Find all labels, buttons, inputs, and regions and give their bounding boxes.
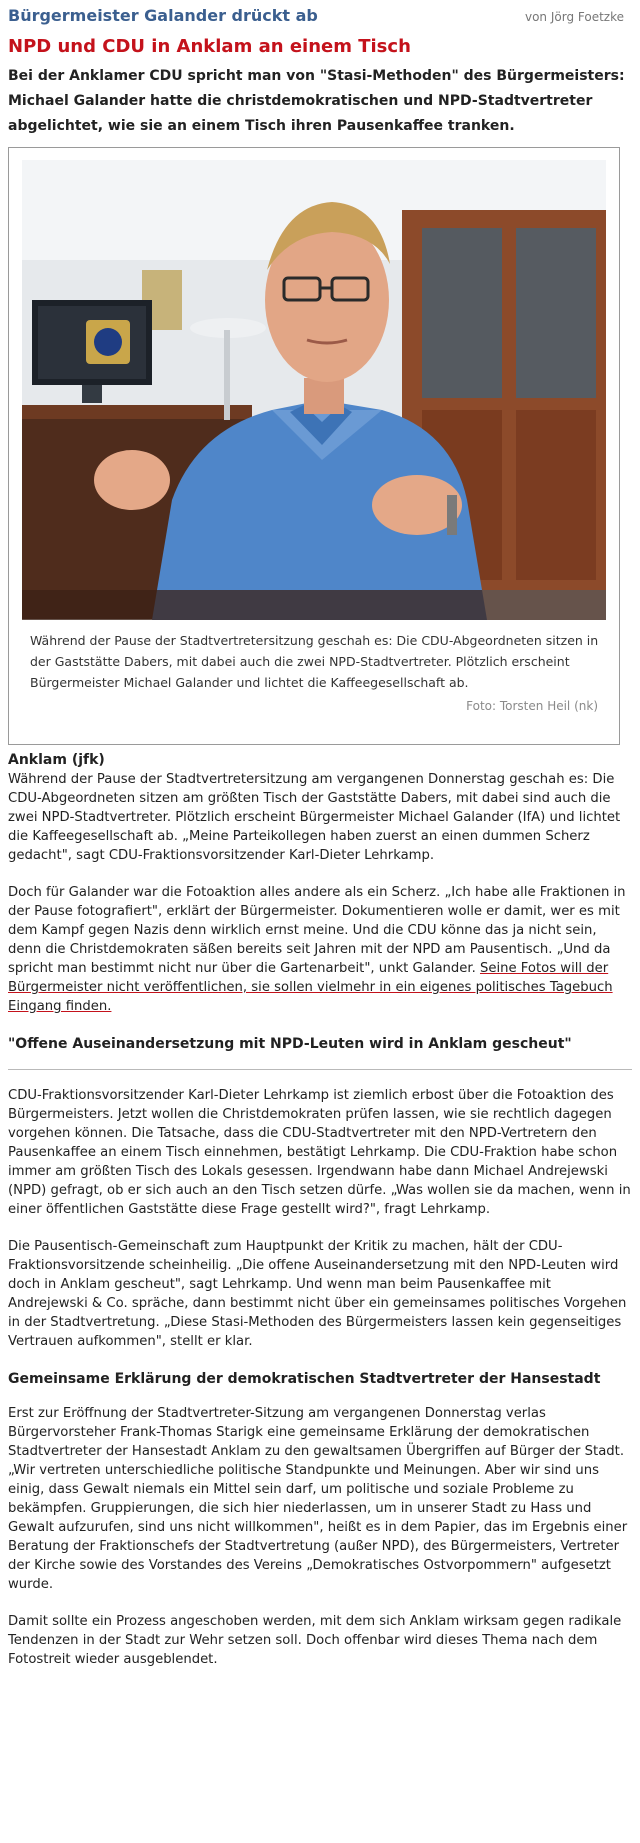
subheading-1: "Offene Auseinandersetzung mit NPD-Leuten wird in Anklam gescheut" bbox=[8, 1036, 572, 1052]
paragraph-4: Die Pausentisch-Gemeinschaft zum Hauptpunkt der Kritik zu machen, hält der CDU-Fraktionsvorsitzende scheinheilig. „Die offene Auseinandersetzung mit den NPD-Leuten wird doch in Anklam gescheut", sagt Lehrkamp. Und wenn man beim Pausenkaffee mit Andrejewski & Co. spräche, dann bestimmt nicht über ein gemeinsames politisches Vorgehen in der Stadtvertretung. „Diese Stasi-Methoden des Bürgermeisters lassen kein gegenseitiges Vertrauen aufkommen", stellt er klar. bbox=[8, 1239, 627, 1349]
byline: von Jörg Foetzke bbox=[524, 10, 624, 24]
lead-paragraph: Bei der Anklamer CDU spricht man von "Stasi-Methoden" des Bürgermeisters: Michael Galander hatte die christdemokratischen und NPD-Stadtvertreter abgelichtet, wie sie an einem Tisch ihren Pausenkaffee tranken. bbox=[8, 68, 625, 134]
kicker: Bürgermeister Galander drückt ab bbox=[8, 6, 318, 25]
paragraph-3: CDU-Fraktionsvorsitzender Karl-Dieter Lehrkamp ist ziemlich erbost über die Fotoaktion des Bürgermeisters. Jetzt wollen die Christdemokraten prüfen lassen, wie sie rechtlich dagegen vorgehen können. Die Tatsache, dass die CDU-Stadtvertreter mit den NPD-Vertretern den Pausenkaffee an einem Tisch einnehmen, bestätigt Lehrkamp. Die CDU-Fraktion habe schon immer am größten Tisch des Lokals gesessen. Irgendwann habe dann Michael Andrejewski (NPD) gefragt, ob er sich auch an den Tisch setzen dürfe. „Was wollen sie da machen, wenn in einer öffentlichen Gaststätte diese Frage gestellt wird?", fragt Lehrkamp. bbox=[8, 1088, 631, 1217]
subheading-2: Gemeinsame Erklärung der demokratischen Stadtvertreter der Hansestadt bbox=[8, 1371, 601, 1387]
paragraph-1: Während der Pause der Stadtvertretersitzung am vergangenen Donnerstag geschah es: Die CDU-Abgeordneten sitzen am größten Tisch der Gaststätte Dabers, mit dabei sind auch die zwei NPD-Stadtvertreter. Plötzlich erscheint Bürgermeister Michael Galander (IfA) und lichtet die Kaffeegesellschaft ab. „Meine Parteikollegen haben zuerst an einen dummen Scherz gedacht", sagt CDU-Fraktionsvorsitzender Karl-Dieter Lehrkamp. bbox=[8, 772, 621, 863]
paragraph-2-text: Doch für Galander war die Fotoaktion alles andere als ein Scherz. „Ich habe alle Fraktionen in der Pause fotografiert", erklärt der Bürgermeister. Dokumentieren wolle er damit, wer es mit dem Kampf gegen Nazis denn wirklich ernst meine. Und die CDU könne das ja nicht sein, denn die Christdemokraten säßen bereits seit Jahren mit der NPD am Pausentisch. „Und da spricht man bestimmt nicht nur über die Gartenarbeit", unkt Galander. bbox=[8, 885, 626, 976]
dateline: Anklam (jfk) bbox=[8, 752, 105, 768]
article-body bbox=[8, 751, 632, 1016]
paragraph-6: Damit sollte ein Prozess angeschoben werden, mit dem sich Anklam wirksam gegen radikale Tendenzen in der Stadt zur Wehr setzen soll. Doch offenbar wird dieses Thema nach dem Fotostreit wieder ausgeblendet. bbox=[8, 1614, 622, 1667]
photo-caption: Während der Pause der Stadtvertretersitzung geschah es: Die CDU-Abgeordneten sitzen in der Gaststätte Dabers, mit dabei auch die zwei NPD-Stadtvertreter. Plötzlich erscheint Bürgermeister Michael Galander und lichtet die Kaffeegesellschaft ab. bbox=[30, 633, 599, 690]
paragraph-5: Erst zur Eröffnung der Stadtvertreter-Sitzung am vergangenen Donnerstag verlas Bürgervorsteher Frank-Thomas Starigk eine gemeinsame Erklärung der demokratischen Stadtvertreter der Hansestadt Anklam zu den gewaltsamen Übergriffen auf Bürger der Stadt. „Wir vertreten unterschiedliche politische Standpunkte und Meinungen. Aber wir sind uns einig, dass Gewalt niemals ein Mittel sein darf, um politische und soziale Probleme zu bekämpfen. Gruppierungen, die sich hier niederlassen, um in unserer Stadt zu Hass und Gewalt aufzurufen, sind uns nicht willkommen", heißt es in dem Papier, das im Ergebnis einer Beratung der Fraktionschefs der Stadtvertretung (außer NPD), des Bürgermeisters, Vertreter der Kirche sowie des Vorstandes des Vereins „Demokratisches Ostvorpommern" aufgesetzt wurde. bbox=[8, 1406, 628, 1592]
article-header bbox=[8, 6, 632, 30]
photo-credit: Foto: Torsten Heil (nk) bbox=[466, 699, 598, 713]
paragraph-2 bbox=[8, 883, 632, 1016]
headline: NPD und CDU in Anklam an einem Tisch bbox=[8, 36, 411, 57]
photo-box bbox=[8, 147, 620, 745]
divider bbox=[8, 1069, 632, 1070]
article-photo bbox=[22, 160, 606, 620]
paragraph-2-highlight: Seine Fotos will der Bürgermeister nicht veröffentlichen, sie sollen vielmehr in ein eigenes politisches Tagebuch Eingang finden. bbox=[8, 961, 613, 1014]
photo-illustration bbox=[22, 160, 606, 620]
